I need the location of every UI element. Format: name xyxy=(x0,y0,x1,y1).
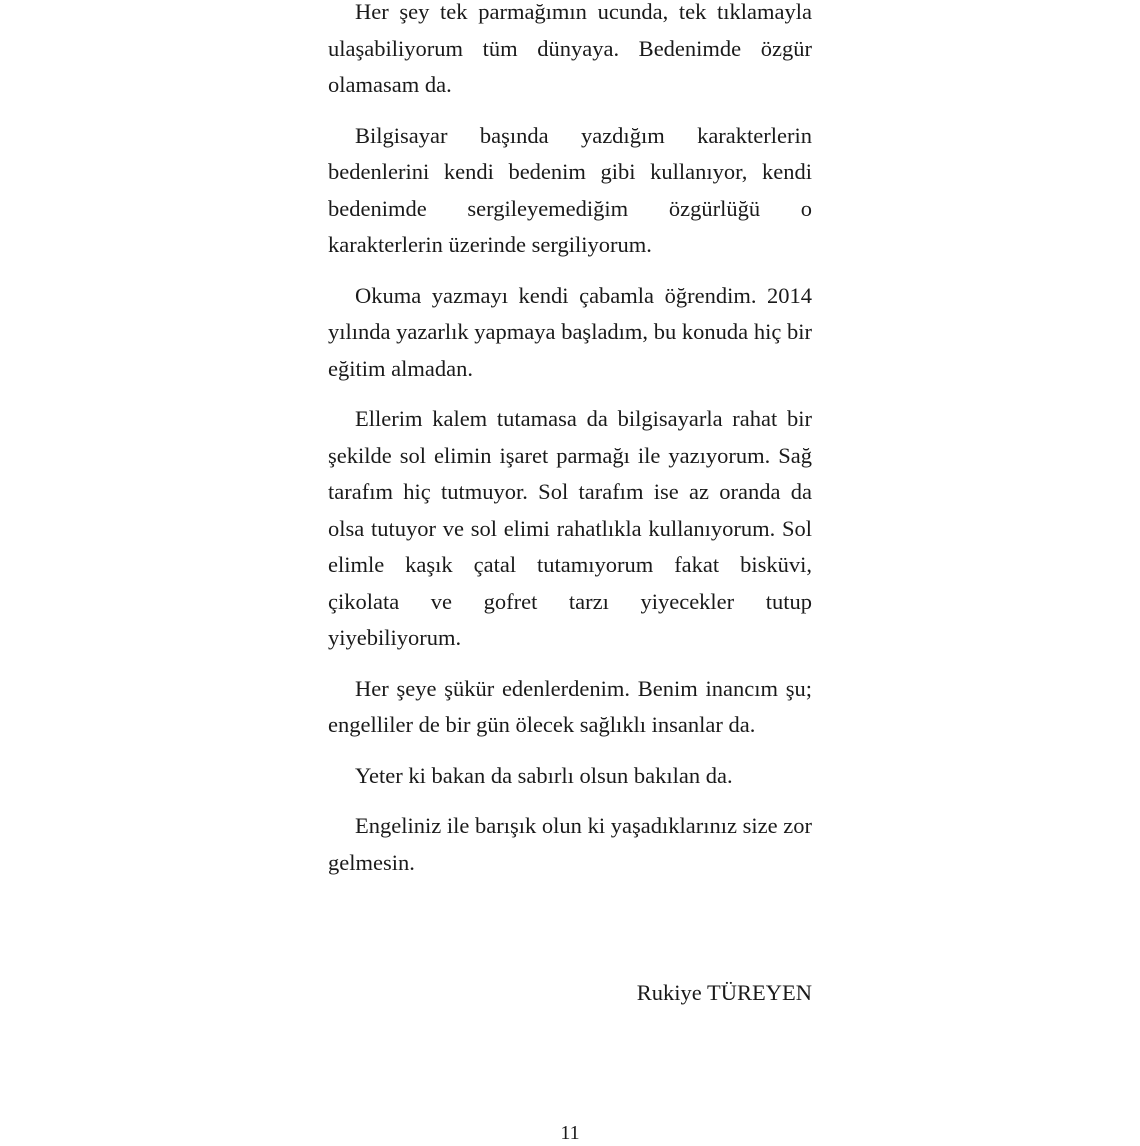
author-signature: Rukiye TÜREYEN xyxy=(636,980,812,1005)
page-number: 11 xyxy=(560,1122,580,1144)
paragraph: Her şeye şükür edenlerdenim. Benim inancım şu; engelliler de bir gün ölecek sağlıklı insanlar da. xyxy=(328,675,812,737)
paragraph: Engeliniz ile barışık olun ki yaşadıklarınız size zor gelmesin. xyxy=(328,813,812,875)
paragraph: Bilgisayar başında yazdığım karakterlerin bedenlerini kendi bedenim gibi kullanıyor, kendi bedenimde sergileyemediğim özgürlüğü o karakterlerin üzerinde sergiliyorum. xyxy=(328,122,812,257)
paragraph: Ellerim kalem tutamasa da bilgisayarla rahat bir şekilde sol elimin işaret parmağı ile yazıyorum. Sağ tarafım hiç tutmuyor. Sol tarafım ise az oranda da olsa tutuyor ve sol elimi rahatlıkla kullanıyorum. Sol elimle kaşık çatal tutamıyorum fakat bisküvi, çikolata ve gofret tarzı yiyecekler tutup yiyebiliyorum. xyxy=(328,406,812,650)
paragraph: Her şey tek parmağımın ucunda, tek tıklamayla ulaşabiliyorum tüm dünyaya. Bedenimde özgür olamasam da. xyxy=(328,0,812,97)
paragraph: Yeter ki bakan da sabırlı olsun bakılan da. xyxy=(355,762,733,788)
body-text xyxy=(328,0,812,895)
paragraph: Okuma yazmayı kendi çabamla öğrendim. 2014 yılında yazarlık yapmaya başladım, bu konuda hiç bir eğitim almadan. xyxy=(328,282,812,381)
